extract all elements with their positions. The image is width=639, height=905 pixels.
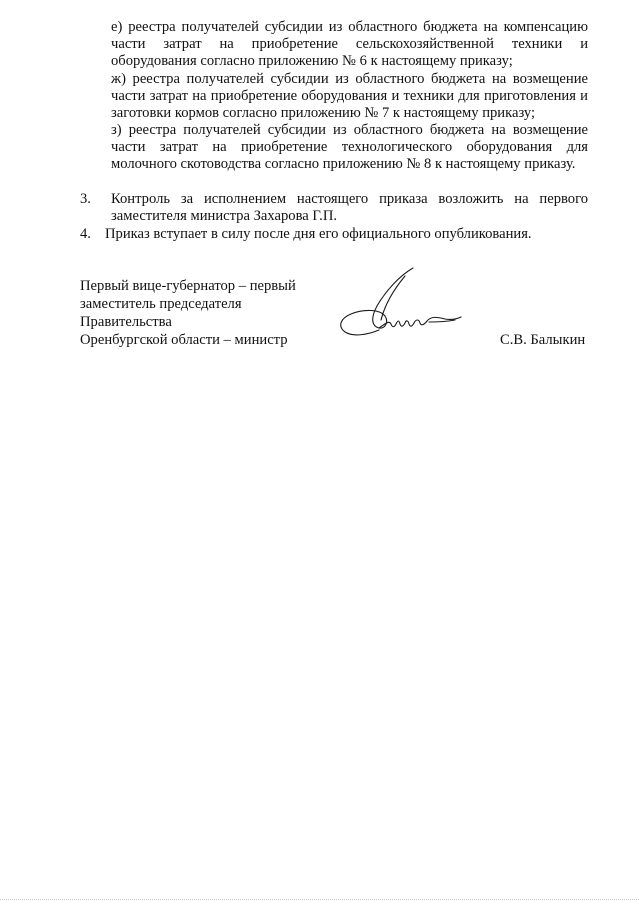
item-number: 3. bbox=[80, 191, 91, 207]
handwritten-signature bbox=[333, 262, 463, 346]
signer-title-line: заместитель председателя bbox=[80, 296, 242, 312]
signer-title-line: Правительства bbox=[80, 314, 172, 330]
subitem-zh: ж) реестра получателей субсидии из областного бюджета на возмещение части затрат на приобретение оборудования и техники для приготовления и заготовки кормов согласно приложению № 7 к настоящему приказу; bbox=[111, 71, 588, 121]
item-text: Контроль за исполнением настоящего приказа возложить на первого заместителя министра Захарова Г.П. bbox=[111, 191, 588, 224]
page-bottom-divider bbox=[0, 899, 639, 900]
item-3 bbox=[80, 191, 588, 225]
subitem-z: з) реестра получателей субсидии из областного бюджета на возмещение части затрат на приобретение технологического оборудования для молочного скотоводства согласно приложению № 8 к настоящему приказу. bbox=[111, 122, 588, 172]
item-text: Приказ вступает в силу после дня его официального опубликования. bbox=[105, 226, 532, 242]
signer-title-line: Оренбургской области – министр bbox=[80, 332, 288, 348]
signer-name: С.В. Балыкин bbox=[500, 332, 586, 348]
signer-title-line: Первый вице-губернатор – первый bbox=[80, 278, 296, 294]
item-number: 4. bbox=[80, 226, 91, 242]
signer-title bbox=[80, 277, 340, 349]
item-4 bbox=[80, 226, 588, 243]
subitem-e: е) реестра получателей субсидии из областного бюджета на компенсацию части затрат на приобретение сельскохозяйственной техники и оборудования согласно приложению № 6 к настоящему приказу; bbox=[111, 19, 588, 69]
